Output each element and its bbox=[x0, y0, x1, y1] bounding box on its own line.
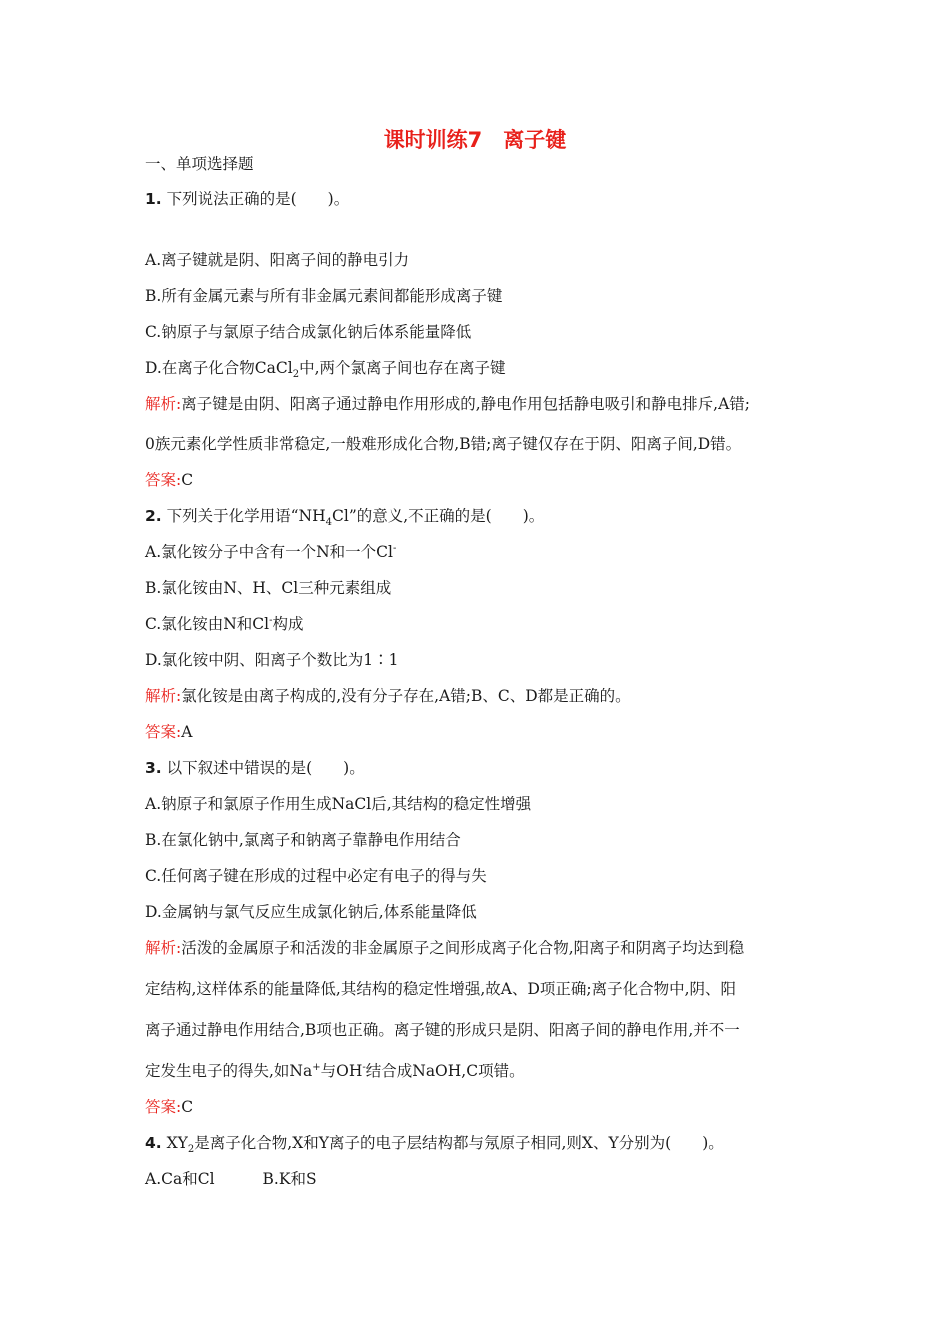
option-text: 构成 bbox=[272, 615, 304, 633]
q1-analysis-line-1 bbox=[145, 394, 750, 414]
analysis-label: 解析: bbox=[145, 687, 182, 705]
subscript: 4 bbox=[325, 517, 333, 529]
superscript: - bbox=[362, 1061, 366, 1073]
superscript: - bbox=[393, 542, 397, 554]
question-4-stem bbox=[145, 1133, 724, 1156]
q1-option-b: B.所有金属元素与所有非金属元素间都能形成离子键 bbox=[145, 287, 503, 305]
q3-analysis-line-1 bbox=[145, 938, 744, 958]
q3-option-b: B.在氯化钠中,氯离子和钠离子靠静电作用结合 bbox=[145, 831, 461, 849]
q1-option-d bbox=[145, 358, 506, 381]
answer-label: 答案: bbox=[145, 471, 182, 489]
question-text: 下列说法正确的是( )。 bbox=[166, 190, 350, 208]
answer-value: A bbox=[181, 723, 193, 741]
q3-answer bbox=[145, 1097, 193, 1117]
q1-option-c: C.钠原子与氯原子结合成氯化钠后体系能量降低 bbox=[145, 323, 472, 341]
q2-analysis-line-1 bbox=[145, 686, 631, 706]
option-text: C.氯化铵由N和Cl bbox=[145, 615, 270, 633]
q3-analysis-line-3: 离子通过静电作用结合,B项也正确。离子键的形成只是阴、阳离子间的静电作用,并不一 bbox=[145, 1021, 740, 1039]
q2-option-a bbox=[145, 542, 396, 562]
answer-value: C bbox=[181, 1098, 194, 1116]
answer-label: 答案: bbox=[145, 1098, 182, 1116]
analysis-text: 活泼的金属原子和活泼的非金属原子之间形成离子化合物,阳离子和阴离子均达到稳 bbox=[181, 939, 745, 957]
superscript: - bbox=[269, 614, 273, 626]
analysis-text: 离子键是由阴、阳离子通过静电作用形成的,静电作用包括静电吸引和静电排斥,A错; bbox=[181, 395, 751, 413]
q3-option-d: D.金属钠与氯气反应生成氯化钠后,体系能量降低 bbox=[145, 903, 477, 921]
subscript: 2 bbox=[292, 369, 300, 381]
option-text: 中,两个氯离子间也存在离子键 bbox=[299, 359, 506, 377]
analysis-label: 解析: bbox=[145, 395, 182, 413]
q1-analysis-line-2: 0族元素化学性质非常稳定,一般难形成化合物,B错;离子键仅存在于阴、阳离子间,D错。 bbox=[145, 435, 742, 453]
option-text: A.氯化铵分子中含有一个N和一个Cl bbox=[145, 543, 394, 561]
question-text: XY bbox=[166, 1134, 188, 1152]
q4-option-b: B.K和S bbox=[262, 1170, 317, 1188]
superscript: + bbox=[312, 1061, 321, 1073]
question-text: 是离子化合物,X和Y离子的电子层结构都与氖原子相同,则X、Y分别为( )。 bbox=[194, 1134, 724, 1152]
q1-option-a: A.离子键就是阴、阳离子间的静电引力 bbox=[145, 251, 410, 269]
q2-option-d: D.氯化铵中阴、阳离子个数比为1∶1 bbox=[145, 651, 399, 669]
question-number: 4. bbox=[145, 1134, 162, 1152]
question-text: Cl”的意义,不正确的是( )。 bbox=[332, 507, 545, 525]
question-2-stem bbox=[145, 506, 545, 529]
question-1-stem bbox=[145, 189, 349, 209]
q3-analysis-line-4 bbox=[145, 1061, 525, 1081]
analysis-text: 氯化铵是由离子构成的,没有分子存在,A错;B、C、D都是正确的。 bbox=[181, 687, 631, 705]
analysis-label: 解析: bbox=[145, 939, 182, 957]
q2-option-b: B.氯化铵由N、H、Cl三种元素组成 bbox=[145, 579, 392, 597]
q2-option-c bbox=[145, 614, 304, 634]
page-title: 课时训练7 离子键 bbox=[383, 128, 567, 152]
question-3-stem bbox=[145, 758, 365, 778]
answer-value: C bbox=[181, 471, 194, 489]
q1-answer bbox=[145, 470, 193, 490]
analysis-text: 与OH bbox=[320, 1062, 363, 1080]
analysis-text: 定发生电子的得失,如Na bbox=[145, 1062, 313, 1080]
analysis-text: 结合成NaOH,C项错。 bbox=[365, 1062, 525, 1080]
question-number: 2. bbox=[145, 507, 162, 525]
question-number: 1. bbox=[145, 190, 162, 208]
question-number: 3. bbox=[145, 759, 162, 777]
question-text: 下列关于化学用语“NH bbox=[166, 507, 326, 525]
q3-analysis-line-2: 定结构,这样体系的能量降低,其结构的稳定性增强,故A、D项正确;离子化合物中,阴、阳 bbox=[145, 980, 737, 998]
answer-label: 答案: bbox=[145, 723, 182, 741]
subscript: 2 bbox=[187, 1144, 195, 1156]
q3-option-a: A.钠原子和氯原子作用生成NaCl后,其结构的稳定性增强 bbox=[145, 795, 532, 813]
option-text: D.在离子化合物CaCl bbox=[145, 359, 293, 377]
q4-options-row bbox=[145, 1169, 317, 1189]
question-text: 以下叙述中错误的是( )。 bbox=[166, 759, 365, 777]
q4-option-a: A.Ca和Cl bbox=[145, 1170, 215, 1188]
q3-option-c: C.任何离子键在形成的过程中必定有电子的得与失 bbox=[145, 867, 487, 885]
section-heading: 一、单项选择题 bbox=[145, 155, 254, 173]
q2-answer bbox=[145, 722, 192, 742]
